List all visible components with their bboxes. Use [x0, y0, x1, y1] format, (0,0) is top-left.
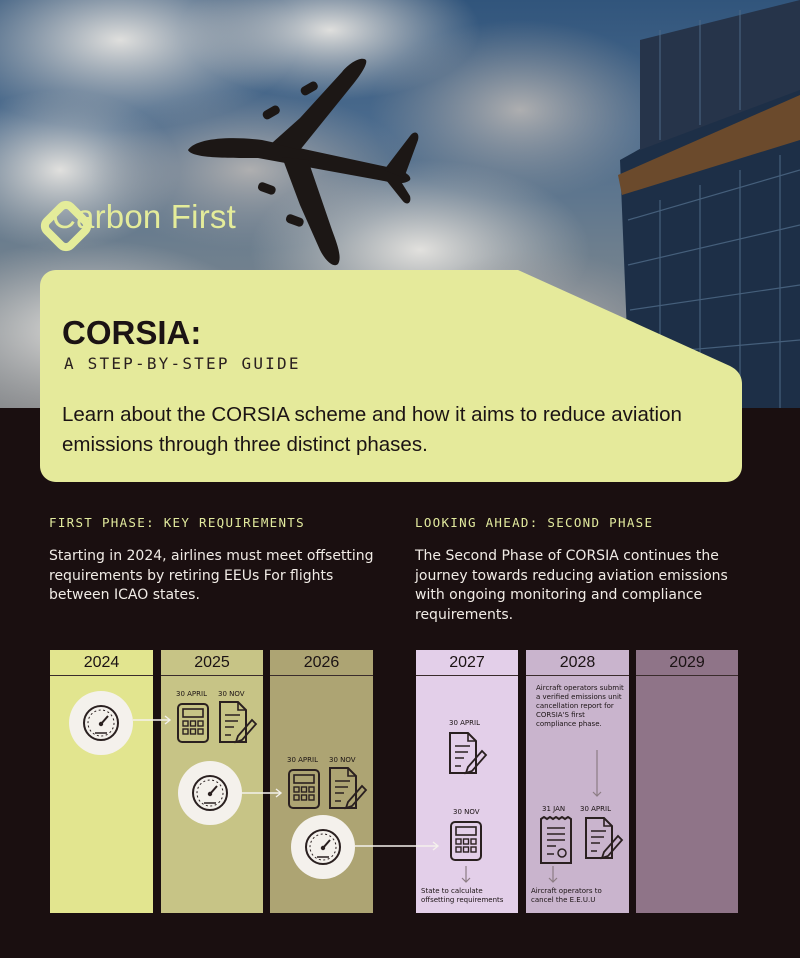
- calculator-icon: [287, 768, 321, 810]
- second-phase-heading: LOOKING AHEAD: SECOND PHASE: [415, 515, 654, 530]
- page-title: CORSIA:: [62, 314, 202, 351]
- note-text: Aircraft operators submit a verified emissions unit cancellation report for CORSIA'S first compliance phase.: [536, 684, 624, 728]
- first-phase-heading: FIRST PHASE: KEY REQUIREMENTS: [49, 515, 305, 530]
- year-label: 2027: [416, 650, 518, 676]
- year-label: 2024: [50, 650, 153, 676]
- first-phase-section: [49, 515, 389, 606]
- speedometer-icon: [291, 815, 355, 879]
- document-sign-icon: [326, 766, 368, 810]
- second-phase-body: The Second Phase of CORSIA continues the journey towards reducing aviation emissions with ongoing monitoring and compliance requirements.: [415, 548, 728, 623]
- document-sign-icon: [446, 731, 488, 775]
- first-phase-body: Starting in 2024, airlines must meet offsetting requirements by retiring EEUs For flights between ICAO states.: [49, 548, 374, 603]
- date-label: 30 NOV: [218, 690, 245, 698]
- brand-name: Carbon First: [52, 198, 236, 235]
- year-label: 2025: [161, 650, 263, 676]
- speedometer-icon: [69, 691, 133, 755]
- document-sign-icon: [582, 816, 624, 860]
- note-text: Aircraft operators to cancel the E.E.U.U: [531, 887, 602, 904]
- logo-diamond-icon: [38, 198, 94, 254]
- title-card: [40, 270, 742, 482]
- date-label: 30 APRIL: [580, 805, 611, 813]
- date-label: 30 NOV: [453, 808, 480, 816]
- calculator-icon: [176, 702, 210, 744]
- speedometer-icon: [178, 761, 242, 825]
- year-label: 2028: [526, 650, 629, 676]
- year-label: 2026: [270, 650, 373, 676]
- timeline-column-2027: [416, 650, 518, 913]
- page-subtitle: A STEP-BY-STEP GUIDE: [64, 354, 301, 373]
- date-label: 31 JAN: [542, 805, 566, 813]
- receipt-icon: [538, 816, 574, 866]
- brand-logo: [38, 198, 236, 236]
- page-description: Learn about the CORSIA scheme and how it aims to reduce aviation emissions through three distinct phases.: [62, 403, 682, 456]
- year-label: 2029: [636, 650, 738, 676]
- timeline-column-2024: [50, 650, 153, 913]
- note-text: State to calculate offsetting requirements: [421, 887, 504, 904]
- calculator-icon: [449, 820, 483, 862]
- second-phase-section: [415, 515, 735, 625]
- date-label: 30 NOV: [329, 756, 356, 764]
- date-label: 30 APRIL: [449, 719, 480, 727]
- date-label: 30 APRIL: [176, 690, 207, 698]
- timeline-column-2029: [636, 650, 738, 913]
- date-label: 30 APRIL: [287, 756, 318, 764]
- document-sign-icon: [216, 700, 258, 744]
